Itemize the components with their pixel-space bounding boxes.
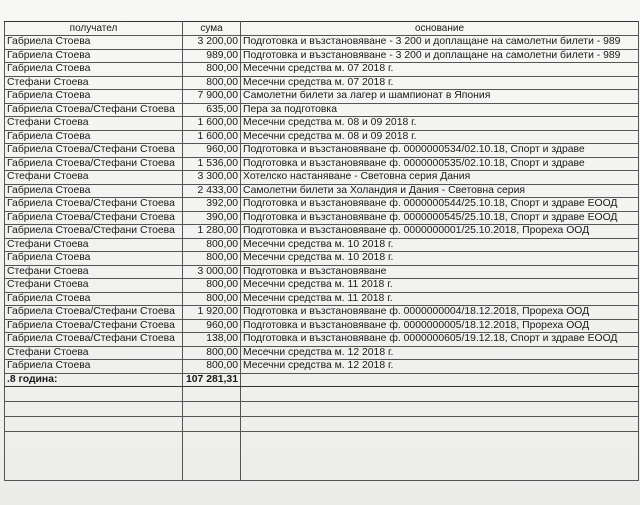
recipient-cell: Габриела Стоева bbox=[5, 63, 183, 77]
basis-cell: Подготовка и възстановяване - 3 200 и доплащане на самолетни билети - 989 bbox=[241, 36, 639, 50]
recipient-cell: Габриела Стоева/Стефани Стоева bbox=[5, 198, 183, 212]
total-amount: 107 281,31 bbox=[183, 373, 241, 387]
basis-cell: Подготовка и възстановяване ф. 0000000534/02.10.18, Спорт и здраве bbox=[241, 144, 639, 158]
recipient-cell: Габриела Стоева/Стефани Стоева bbox=[5, 306, 183, 320]
amount-cell: 800,00 bbox=[183, 63, 241, 77]
recipient-cell: Габриела Стоева bbox=[5, 49, 183, 63]
basis-cell: Подготовка и възстановяване - 3 200 и доплащане на самолетни билети - 989 bbox=[241, 49, 639, 63]
basis-cell: Подготовка и възстановяване ф. 0000000545/25.10.18, Спорт и здраве ЕООД bbox=[241, 211, 639, 225]
basis-cell: Месечни средства м. 11 2018 г. bbox=[241, 279, 639, 293]
table-row bbox=[5, 103, 639, 117]
amount-cell: 800,00 bbox=[183, 76, 241, 90]
table-row bbox=[5, 292, 639, 306]
recipient-cell: Стефани Стоева bbox=[5, 117, 183, 131]
basis-cell: Пера за подготовка bbox=[241, 103, 639, 117]
table-row bbox=[5, 346, 639, 360]
basis-cell: Подготовка и възстановяване ф. 0000000535/02.10.18, Спорт и здраве bbox=[241, 157, 639, 171]
recipient-cell: Стефани Стоева bbox=[5, 76, 183, 90]
amount-cell: 800,00 bbox=[183, 252, 241, 266]
table-row bbox=[5, 198, 639, 212]
table-row bbox=[5, 171, 639, 185]
basis-cell: Месечни средства м. 10 2018 г. bbox=[241, 252, 639, 266]
table-row bbox=[5, 76, 639, 90]
basis-cell: Подготовка и възстановяване ф. 0000000001/25.10.2018, Прореха ООД bbox=[241, 225, 639, 239]
table-row bbox=[5, 130, 639, 144]
amount-cell: 138,00 bbox=[183, 333, 241, 347]
table-row bbox=[5, 306, 639, 320]
table-row bbox=[5, 157, 639, 171]
empty-row bbox=[5, 417, 639, 432]
table-row bbox=[5, 36, 639, 50]
recipient-cell: Габриела Стоева/Стефани Стоева bbox=[5, 157, 183, 171]
empty-cell bbox=[241, 402, 639, 417]
total-basis-empty bbox=[241, 373, 639, 387]
amount-cell: 960,00 bbox=[183, 319, 241, 333]
basis-cell: Месечни средства м. 12 2018 г. bbox=[241, 360, 639, 374]
empty-cell bbox=[183, 417, 241, 432]
basis-cell: Самолетни билети за лагер и шампионат в Япония bbox=[241, 90, 639, 104]
amount-cell: 635,00 bbox=[183, 103, 241, 117]
empty-cell bbox=[183, 432, 241, 481]
recipient-cell: Габриела Стоева bbox=[5, 90, 183, 104]
basis-cell: Подготовка и възстановяване ф. 0000000004/18.12.2018, Прореха ООД bbox=[241, 306, 639, 320]
amount-cell: 2 433,00 bbox=[183, 184, 241, 198]
amount-cell: 800,00 bbox=[183, 346, 241, 360]
basis-cell: Месечни средства м. 08 и 09 2018 г. bbox=[241, 117, 639, 131]
recipient-cell: Габриела Стоева bbox=[5, 130, 183, 144]
recipient-cell: Стефани Стоева bbox=[5, 346, 183, 360]
recipient-cell: Габриела Стоева bbox=[5, 36, 183, 50]
amount-cell: 800,00 bbox=[183, 292, 241, 306]
table-row bbox=[5, 144, 639, 158]
amount-cell: 3 000,00 bbox=[183, 265, 241, 279]
basis-cell: Хотелско настаняване - Световна серия Дания bbox=[241, 171, 639, 185]
recipient-cell: Габриела Стоева bbox=[5, 252, 183, 266]
amount-cell: 7 900,00 bbox=[183, 90, 241, 104]
amount-cell: 800,00 bbox=[183, 360, 241, 374]
amount-cell: 989,00 bbox=[183, 49, 241, 63]
recipient-cell: Габриела Стоева bbox=[5, 184, 183, 198]
basis-cell: Месечни средства м. 08 и 09 2018 г. bbox=[241, 130, 639, 144]
empty-cell bbox=[241, 417, 639, 432]
basis-cell: Подготовка и възстановяване ф. 0000000605/19.12.18, Спорт и здраве ЕООД bbox=[241, 333, 639, 347]
table-row bbox=[5, 211, 639, 225]
empty-cell bbox=[5, 387, 183, 402]
recipient-cell: Стефани Стоева bbox=[5, 279, 183, 293]
table-row bbox=[5, 184, 639, 198]
recipient-cell: Габриела Стоева/Стефани Стоева bbox=[5, 225, 183, 239]
empty-cell bbox=[241, 432, 639, 481]
table-row bbox=[5, 360, 639, 374]
amount-cell: 1 920,00 bbox=[183, 306, 241, 320]
basis-cell: Подготовка и възстановяване ф. 0000000544/25.10.18, Спорт и здраве ЕООД bbox=[241, 198, 639, 212]
table-row bbox=[5, 225, 639, 239]
amount-cell: 960,00 bbox=[183, 144, 241, 158]
amount-cell: 3 300,00 bbox=[183, 171, 241, 185]
table-row bbox=[5, 319, 639, 333]
recipient-cell: Габриела Стоева/Стефани Стоева bbox=[5, 319, 183, 333]
empty-row bbox=[5, 432, 639, 481]
recipient-cell: Стефани Стоева bbox=[5, 171, 183, 185]
basis-cell: Месечни средства м. 11 2018 г. bbox=[241, 292, 639, 306]
table-row bbox=[5, 265, 639, 279]
empty-cell bbox=[183, 387, 241, 402]
amount-cell: 390,00 bbox=[183, 211, 241, 225]
empty-cell bbox=[5, 417, 183, 432]
recipient-cell: Габриела Стоева/Стефани Стоева bbox=[5, 103, 183, 117]
amount-cell: 3 200,00 bbox=[183, 36, 241, 50]
amount-cell: 800,00 bbox=[183, 279, 241, 293]
recipient-cell: Габриела Стоева/Стефани Стоева bbox=[5, 144, 183, 158]
header-amount: сума bbox=[183, 22, 241, 36]
amount-cell: 1 600,00 bbox=[183, 117, 241, 131]
recipient-cell: Габриела Стоева/Стефани Стоева bbox=[5, 333, 183, 347]
empty-cell bbox=[183, 402, 241, 417]
amount-cell: 392,00 bbox=[183, 198, 241, 212]
recipient-cell: Стефани Стоева bbox=[5, 238, 183, 252]
empty-row bbox=[5, 387, 639, 402]
amount-cell: 1 280,00 bbox=[183, 225, 241, 239]
amount-cell: 1 536,00 bbox=[183, 157, 241, 171]
recipient-cell: Габриела Стоева bbox=[5, 360, 183, 374]
total-label: .8 година: bbox=[5, 373, 183, 387]
table-row bbox=[5, 90, 639, 104]
table-row bbox=[5, 333, 639, 347]
empty-cell bbox=[241, 387, 639, 402]
table-row bbox=[5, 49, 639, 63]
basis-cell: Месечни средства м. 12 2018 г. bbox=[241, 346, 639, 360]
basis-cell: Месечни средства м. 07 2018 г. bbox=[241, 63, 639, 77]
amount-cell: 1 600,00 bbox=[183, 130, 241, 144]
recipient-cell: Габриела Стоева/Стефани Стоева bbox=[5, 211, 183, 225]
table-header-row bbox=[5, 22, 639, 36]
payments-table bbox=[4, 21, 639, 481]
table-body bbox=[5, 36, 639, 481]
empty-cell bbox=[5, 402, 183, 417]
empty-row bbox=[5, 402, 639, 417]
basis-cell: Самолетни билети за Холандия и Дания - Световна серия bbox=[241, 184, 639, 198]
amount-cell: 800,00 bbox=[183, 238, 241, 252]
header-recipient: получател bbox=[5, 22, 183, 36]
header-basis: основание bbox=[241, 22, 639, 36]
table-row bbox=[5, 252, 639, 266]
basis-cell: Подготовка и възстановяване ф. 0000000005/18.12.2018, Прореха ООД bbox=[241, 319, 639, 333]
table-row bbox=[5, 63, 639, 77]
table-row bbox=[5, 279, 639, 293]
total-row bbox=[5, 373, 639, 387]
recipient-cell: Габриела Стоева bbox=[5, 292, 183, 306]
empty-cell bbox=[5, 432, 183, 481]
table-row bbox=[5, 238, 639, 252]
table-row bbox=[5, 117, 639, 131]
basis-cell: Подготовка и възстановяване bbox=[241, 265, 639, 279]
basis-cell: Месечни средства м. 10 2018 г. bbox=[241, 238, 639, 252]
recipient-cell: Стефани Стоева bbox=[5, 265, 183, 279]
basis-cell: Месечни средства м. 07 2018 г. bbox=[241, 76, 639, 90]
